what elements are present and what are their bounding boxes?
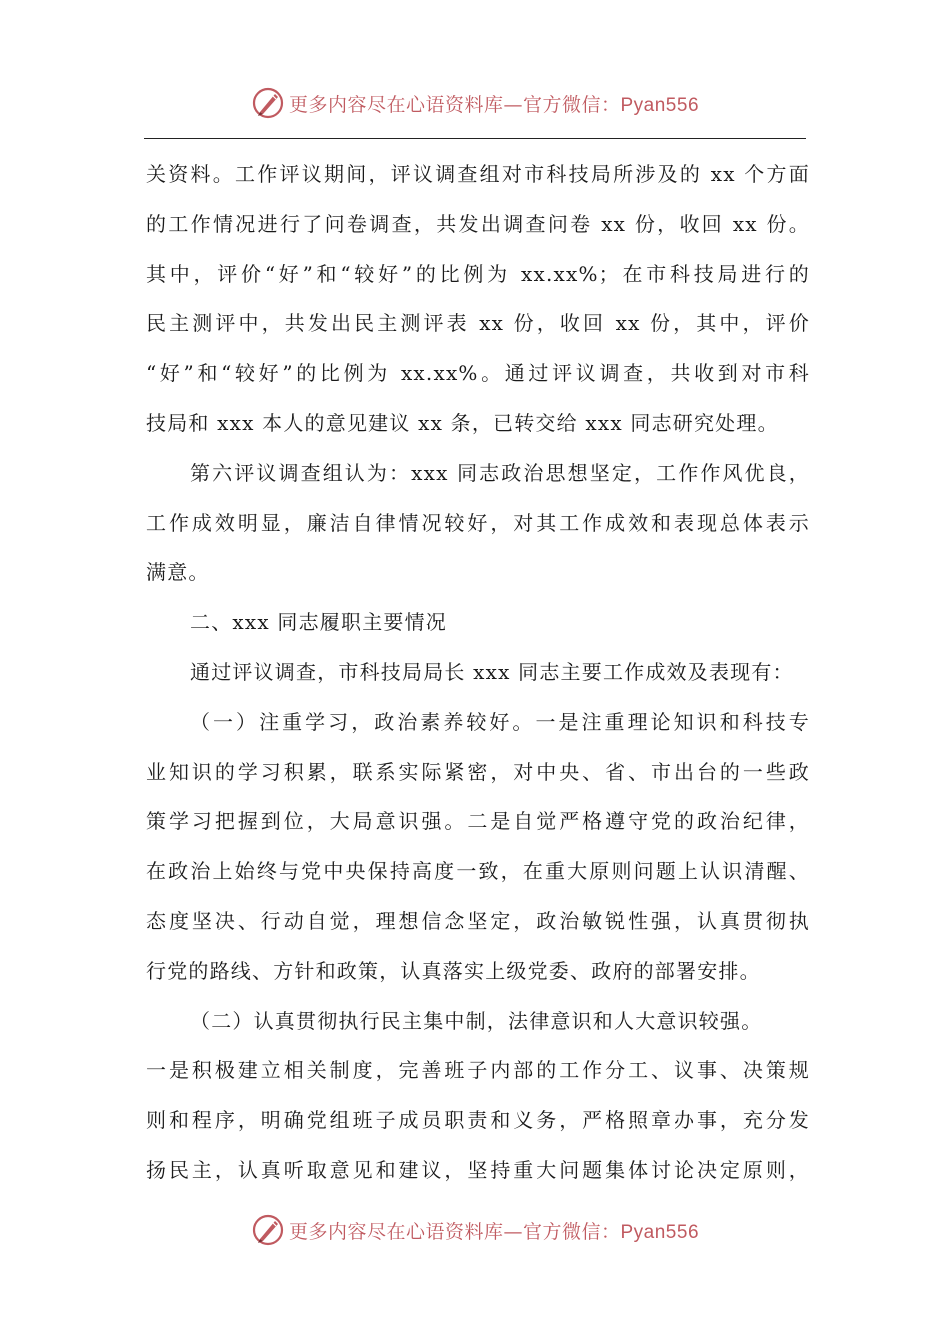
text-line: 第六评议调查组认为：xxx 同志政治思想坚定，工作作风优良， [190, 460, 810, 485]
pen-logo-icon [251, 86, 285, 120]
text-line: 则和程序，明确党组班子成员职责和义务，严格照章办事，充分发 [146, 1108, 810, 1133]
text-line: 扬民主，认真听取意见和建议，坚持重大问题集体讨论决定原则， [146, 1157, 810, 1182]
watermark-banner-bottom [0, 1210, 950, 1250]
text-line: （一）注重学习，政治素养较好。一是注重理论知识和科技专 [190, 709, 810, 734]
watermark-text: 更多内容尽在心语资料库—官方微信：Pyan556 [288, 93, 700, 116]
text-line: 关资料。工作评议期间，评议调查组对市科技局所涉及的 xx 个方面 [146, 162, 810, 186]
text-line: 一是积极建立相关制度，完善班子内部的工作分工、议事、决策规 [146, 1058, 810, 1083]
text-line: 满意。 [146, 560, 210, 585]
text-line: 民主测评中，共发出民主测评表 xx 份，收回 xx 份，其中，评价 [146, 311, 810, 336]
text-line: “好”和“较好”的比例为 xx.xx%。通过评议调查，共收到对市科 [146, 361, 810, 386]
text-line: 其中，评价“好”和“较好”的比例为 xx.xx%；在市科技局进行的 [146, 261, 810, 286]
header-divider [144, 138, 806, 139]
document-body [146, 150, 810, 1196]
text-line: 通过评议调查，市科技局局长 xxx 同志主要工作成效及表现有： [190, 659, 794, 684]
text-line: 技局和 xxx 本人的意见建议 xx 条，已转交给 xxx 同志研究处理。 [146, 410, 779, 435]
text-line: 在政治上始终与党中央保持高度一致，在重大原则问题上认识清醒、 [146, 859, 810, 884]
text-line: 行党的路线、方针和政策，认真落实上级党委、政府的部署安排。 [146, 958, 761, 983]
watermark-text: 更多内容尽在心语资料库—官方微信：Pyan556 [288, 1220, 700, 1243]
text-line: 业知识的学习积累，联系实际紧密，对中央、省、市出台的一些政 [146, 759, 810, 784]
section-heading: 二、xxx 同志履职主要情况 [190, 610, 447, 635]
text-line: （二）认真贯彻执行民主集中制，法律意识和人大意识较强。 [190, 1008, 763, 1033]
pen-logo-icon [251, 1213, 285, 1247]
text-line: 工作成效明显，廉洁自律情况较好，对其工作成效和表现总体表示 [146, 510, 810, 535]
text-line: 态度坚决、行动自觉，理想信念坚定，政治敏锐性强，认真贯彻执 [146, 908, 810, 933]
wechat-id: Pyan556 [620, 94, 700, 116]
text-line: 的工作情况进行了问卷调查，共发出调查问卷 xx 份，收回 xx 份。 [146, 211, 810, 236]
text-line: 策学习把握到位，大局意识强。二是自觉严格遵守党的政治纪律， [146, 809, 810, 834]
wechat-id: Pyan556 [620, 1221, 700, 1243]
watermark-banner-top [0, 83, 950, 123]
